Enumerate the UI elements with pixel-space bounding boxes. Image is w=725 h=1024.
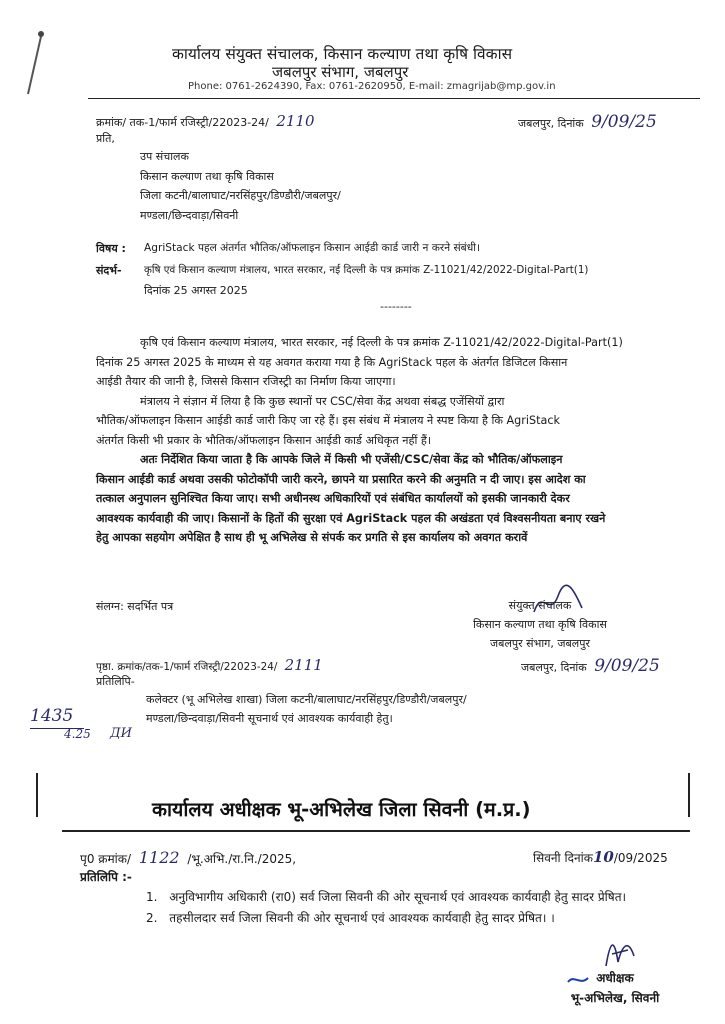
signature-superintendent (598, 932, 642, 970)
margin-note: ДИ (110, 726, 132, 741)
seoni-date-handwritten: 10 (592, 848, 614, 866)
office-location: जबलपुर संभाग, जबलपुर (272, 63, 409, 81)
pratilipi-label-2: प्रतिलिपि :- (80, 870, 132, 884)
scan-edge-right (688, 773, 690, 817)
scan-edge-left (36, 773, 38, 817)
addressee-line: जिला कटनी/बालाघाट/नरसिंहपुर/डिण्डौरी/जबलपुर/ (140, 189, 341, 202)
seoni-ref-handwritten: 1122 (138, 848, 180, 867)
margin-note: 1435 (30, 706, 74, 726)
enclosure: संलग्न: सदर्भित पत्र (96, 600, 174, 613)
endorsement-number-handwritten: 2111 (284, 656, 323, 674)
signatory-block: संयुक्त संचालक किसान कल्याण तथा कृषि विकास जबलपुर संभाग, जबलपुर (473, 599, 607, 650)
body-line: दिनांक 25 अगस्त 2025 के माध्यम से यह अवगत कराया गया है कि AgriStack पहल के अंतर्गत डिजिटल किसान (96, 355, 568, 369)
body-line: आवश्यक कार्यवाही की जाए। किसानों के हितों की सुरक्षा एवं AgriStack पहल की अखंडता एवं विश्वसनीयता बनाए रखने (96, 511, 606, 525)
letter-body (96, 333, 700, 548)
copy-item: 2. तहसीलदार सर्व जिला सिवनी की ओर सूचनार्थ एवं आवश्यक कार्यवाही हेतु सादर प्रेषित। । (146, 911, 555, 925)
copy-item: 1. अनुविभागीय अधिकारी (रा0) सर्व जिला सिवनी की ओर सूचनार्थ एवं आवश्यक कार्यवाही हेतु सादर प्रेषित। (146, 890, 627, 904)
title-rule (62, 830, 690, 832)
superintendent-block: अधीक्षक भू-अभिलेख, सिवनी (570, 971, 660, 1005)
body-line: तत्काल अनुपालन सुनिश्चित किया जाए। सभी अधीनस्थ अधिकारियों एवं संबंधित कार्यालयों को इसकी जानकारी देकर (96, 492, 570, 505)
addressee-line: किसान कल्याण तथा कृषि विकास (140, 169, 274, 183)
prati-label: प्रति, (96, 132, 115, 145)
body-line: कृषि एवं किसान कल्याण मंत्रालय, भारत सरकार, नई दिल्ली के पत्र क्रमांक Z-11021/42/2022-Digital-Part(1) (140, 336, 623, 349)
reference-line-2: दिनांक 25 अगस्त 2025 (144, 284, 248, 297)
body-line: किसान आईडी कार्ड अथवा उसकी फोटोकॉपी जारी करने, छापने या प्रसारित करने की अनुमति न दी जाए। इस आदेश का (96, 472, 586, 486)
seoni-ref: पृ0 क्रमांक/ 1122 /भू.अभि./रा.नि./2025, (80, 848, 297, 867)
addressee-block (140, 147, 341, 225)
endorsement-date-handwritten: 9/09/25 (594, 656, 660, 676)
letter-ref: क्रमांक/ तक-1/फार्म रजिस्ट्री/22023-24/ 2110 (96, 112, 315, 130)
office-contact: Phone: 0761-2624390, Fax: 0761-2620950, E-mail: zmagrijab@mp.gov.in (188, 81, 556, 92)
body-line: आईडी तैयार की जानी है, जिससे किसान रजिस्ट्री का निर्माण किया जाएगा। (96, 375, 396, 388)
subject-label: विषय : (96, 242, 126, 255)
endorsement-ref: पृष्ठा. क्रमांक/तक-1/फार्म रजिस्ट्री/22023-24/ 2111 (96, 656, 323, 674)
office-title-seoni: कार्यालय अधीक्षक भू-अभिलेख जिला सिवनी (म.प्र.) (152, 798, 531, 821)
header-rule (88, 98, 700, 99)
letter-date: जबलपुर, दिनांक 9/09/25 (518, 112, 657, 132)
seoni-date: सिवनी दिनांक10/09/2025 (533, 848, 668, 866)
body-line: मंत्रालय ने संज्ञान में लिया है कि कुछ स्थानों पर CSC/सेवा केंद्र अथवा संबद्ध एजेंसियों द्वारा (140, 394, 505, 408)
reference-line-1: कृषि एवं किसान कल्याण मंत्रालय, भारत सरकार, नई दिल्ली के पत्र क्रमांक Z-11021/42/2022-Digital-Part(1) (144, 264, 589, 276)
copy-to-block: कलेक्टर (भू अभिलेख शाखा) जिला कटनी/बालाघाट/नरसिंहपुर/डिण्डौरी/जबलपुर/ मण्डला/छिन्दवाड़ा/सिवनी सूचनार्थ एवं आवश्यक कार्यवाही हेतु। (146, 693, 467, 725)
staple-mark (22, 28, 46, 98)
pratilipi-label-1: प्रतिलिपि- (96, 675, 135, 688)
endorsement-date: जबलपुर, दिनांक 9/09/25 (521, 656, 660, 676)
ref-number-handwritten: 2110 (276, 112, 315, 130)
margin-note: 4.25 (64, 727, 91, 741)
body-line: अतः निर्देशित किया जाता है कि आपके जिले में किसी भी एजेंसी/CSC/सेवा केंद्र को भौतिक/ऑफलाइन (140, 453, 563, 466)
body-line: हेतु आपका सहयोग अपेक्षित है साथ ही भू अभिलेख से संपर्क कर प्रगति से इस कार्यालय को अवगत करावें (96, 531, 528, 544)
date-handwritten: 9/09/25 (591, 112, 657, 132)
separator: -------- (380, 300, 412, 313)
subject-text: AgriStack पहल अंतर्गत भौतिक/ऑफलाइन किसान आईडी कार्ड जारी न करने संबंधी। (144, 242, 480, 254)
body-line: भौतिक/ऑफलाइन किसान आईडी कार्ड जारी किए जा रहे हैं। इस संबंध में मंत्रालय ने स्पष्ट किया है कि AgriStack (96, 414, 560, 427)
body-line: अंतर्गत किसी भी प्रकार के भौतिक/ऑफलाइन किसान आईडी कार्ड अधिकृत नहीं हैं। (96, 433, 432, 447)
office-title: कार्यालय संयुक्त संचालक, किसान कल्याण तथा कृषि विकास (172, 45, 513, 63)
reference-label: संदर्भ- (96, 264, 122, 277)
addressee-line: उप संचालक (140, 150, 189, 163)
addressee-line: मण्डला/छिन्दवाड़ा/सिवनी (140, 208, 239, 222)
